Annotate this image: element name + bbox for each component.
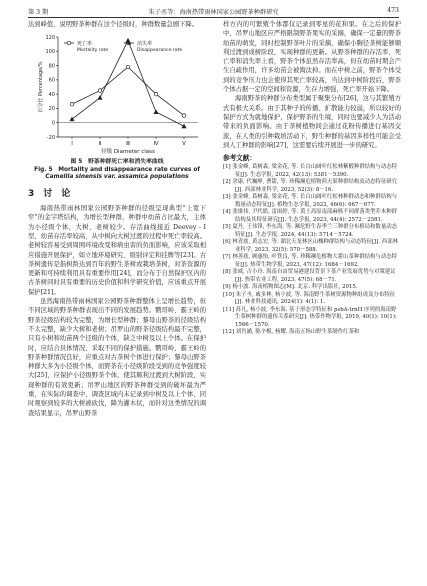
- right-column: [223, 20, 401, 337]
- y-axis-title: 百分比 Percentage/%: [38, 61, 44, 113]
- y-tick-label: 0: [51, 120, 55, 127]
- mortality-point: [126, 65, 130, 69]
- disappearance-point: [126, 39, 130, 43]
- figure-5: [28, 31, 206, 157]
- section-heading-discussion: 3 讨 论: [28, 189, 71, 200]
- reference-item: [11] 苏凡, 杨小波, 李东海. 基于形态学特征和 psbA-trnH 序列的海南野生茶树种群的遗传关系研究[J]. 热带作物学报, 2019, 40(1): 10(1): 1566－1570.: [223, 306, 397, 328]
- x-tick-label: Ⅱ: [98, 141, 102, 148]
- reference-item: [10] 朱子丞, 戚多林, 杨小波, 等. 海南野生茶树资源物种组成及分布特征[J]. 林业科技通讯, 2024(1): 4(1): 1.: [223, 291, 396, 306]
- right-paragraph-1: 样方内的可繁殖个体都仅记录到零星的花和果。在之后的保护中，吊罗山地区应严格限制野茶果实的采摘，确保一定量的野茶幼苗的萌发，同时控制野茶叶片的采摘，确保小胸径茶树能够顺利过渡到成树阶段，实现种群的更新。从野茶种群的存活率、死亡率和消失率上看，野茶个体虽然存活率高，但在幼苗时期会产生自疏作用，许多幼苗会被淘汰掉。而在中树之前，野茶个体受到的竞争压力也会使得其死亡率较高，当达到中树阶段后，野茶个体占据一定的空间和资源，生存力增强，死亡率开始下降。: [223, 21, 401, 94]
- legend-mortality-en: Mortality rate: [77, 48, 109, 54]
- legend-disappearance-cn: 消失率: [137, 41, 153, 48]
- x-axis-title: 径级 Diameter class: [101, 149, 155, 156]
- reference-list: [223, 164, 401, 337]
- running-header: [28, 6, 399, 18]
- discussion-paragraph-1: 海南热带雨林国家公园野茶种群的径级呈现典型“上宽下窄”的金字塔结构，为增长型种群，种群中幼苗占比最大，主体为小径级个体，大树、老树较少。存活曲线接近 Deevey - Ⅰ型，幼苗存活率较高，从中树向大树过渡的过程中死亡率较高。老树较容易受到周围环境改变和病虫害的负面影响，应该采取相应措施开展保护，如立地环境研究、级别评定和挂牌等[23]。古茶树遗传是指树龄达到百年的野生茶树或栽培茶树，对茶资源的更新和可持续利用具有重要作用[24]，而分布于自然保护区内的古茶树同时具有重要的历史价值和科学研究价值，应该重点开展保护[21]。: [28, 205, 206, 296]
- x-tick-label: Ⅳ: [153, 141, 159, 148]
- right-paragraph-2: 海南野茶的种群分布类型属于聚集分布[26]，这与其繁殖方式有极大关系。由于其种子的传播、扩散能力较弱，所以较好的保护方式为就地保护，保护野茶的生境，同时也要减少人为活动带来的负面影响。由于茶树植物间会通过花粉传播进行基因交流，在人类的引种栽培活动下，野生种群的基因多样性可能会受到人工种群的影响[27]，这需要后续开展进一步的研究。: [223, 95, 401, 149]
- y-tick-label: 100: [45, 49, 55, 56]
- reference-item: [1] 张金峰, 葛树森, 梁金花, 等. 长白山阔叶红松林紫椴种群结构与动态特征[J]. 生态学报, 2022, 42(13): 5381－5390.: [223, 164, 397, 178]
- page-number: 473: [387, 7, 399, 14]
- reference-item: [7] 林善慈, 顾惠怡, 叶铁良, 等. 珍稀濒危植物大藿山茶种群结构与动态特征[J]. 热带生物学报, 2023, 47(12): 1684－1692.: [223, 254, 397, 268]
- reference-item: [9] 杨小波. 海南植物图志[M]. 北京: 科学出版社, 2015.: [223, 284, 358, 291]
- legend-mortality-cn: 死亡率: [77, 41, 93, 48]
- reference-item: [8] 张威, 古小玲. 海南自由贸易港建设背景下茶产业发展优势与对策建议[J]. 热带农业工程, 2023, 47(5): 68－71.: [223, 269, 396, 283]
- references-heading: 参考文献：: [223, 154, 256, 163]
- mortality-point: [182, 114, 186, 118]
- legend-disappearance-en: Disappearance rate: [137, 48, 183, 54]
- intro-paragraph: 达到峰值，说明野茶种群在这个径级时，种群数量急剧下降。: [28, 21, 199, 28]
- y-tick-label: 40: [48, 92, 55, 99]
- disappearance-line: [72, 41, 184, 127]
- reference-item: [3] 张金峰, 葛树森, 梁金花, 等. 长白山阔叶红松林种群动态和种群结构与数量动态特征[J]. 植物生态学报, 2022, 46(6): 667－677.: [223, 194, 397, 208]
- mortality-line: [72, 67, 184, 116]
- caption-en-1: Fig. 5 Mortality and disappearance rate curves of: [34, 166, 200, 173]
- mortality-point: [98, 89, 102, 93]
- y-tick-label: 20: [48, 106, 55, 113]
- reference-item: [6] 林青慈, 黄志宏, 等. 湖北天龙林区山槐种群结构与动态特征[J]. 西部林业科学, 2023, 32(5): 570－588.: [223, 239, 398, 253]
- x-tick-label: Ⅰ: [71, 141, 73, 148]
- y-tick-label: 80: [48, 63, 55, 70]
- mortality-point: [154, 93, 158, 97]
- y-tick-label: 120: [45, 35, 55, 42]
- figure-caption: [28, 159, 206, 182]
- reference-item: [5] 夏丹, 王伟锋, 李东海, 等. 濒危野生春季兰三种群分布格局和数量动态特征[J]. 生态学报, 2024, 44(13): 5714－5724.: [223, 224, 397, 238]
- reference-item: [12] 刘肖涵, 陈辛梅, 杨耀. 海南五指山野生茶制作红茶和: [223, 329, 360, 336]
- disappearance-point: [182, 124, 186, 128]
- running-title: 朱子丞等：海南热带雨林国家公园野茶种群研究: [148, 9, 279, 16]
- x-tick-label: Ⅲ: [126, 141, 130, 148]
- legend-mortality-marker: [67, 41, 71, 45]
- left-column: [28, 20, 206, 418]
- reference-item: [2] 余康, 代巍峥, 曹甜, 等. 珍稀濒危植物茴天果种群结构及动态特征研究[J]. 西部林业科学, 2023, 52(3): 8－16.: [223, 179, 397, 193]
- disappearance-point: [98, 96, 102, 100]
- x-tick-label: Ⅴ: [182, 141, 186, 148]
- caption-en-2: Camellia sinensis var. assamica populations: [45, 174, 189, 181]
- disappearance-point: [154, 110, 158, 114]
- discussion-paragraph-2: 虽然海南热带雨林国家公园野茶种群整体上呈增长趋势，但不同区域的野茶种群表现出不同的发展趋势。鹦哥岭、霸王岭的野茶径级结构较为完整，为增长型种群；黎母山野茶的径级结构不太完整，缺少大树和老树；吊罗山的野茶径级结构最不完整，只有小树和幼苗两个径级的个体，缺乏中树及以上个体。在保护时，应结合具体情况，采取不同的保护措施。鹦哥岭、霸王岭的野茶种群情况良好，应重点对古茶树个体进行保护；黎母山野茶种群大多为小径级个体，而野茶在小径级阶段受到的竞争强度较大[25]，应保护小径级野茶个体，使其顺利过渡到大树阶段，实现种群的有效更新；吊罗山地区的野茶种群受到的破坏最为严重，在实际的调查中，调查区域内未记录到中树及以上个体，同时观察到较多的大树被砍伐，降为灌木状，而针对这类情况的调查结果显示，吊罗山野茶: [28, 298, 206, 417]
- reference-item: [4] 张维伟, 尹代皓, 雷雨婷, 等. 黄土高原南部麻栎不同群落类型乔木种群结构及其特征研究[J]. 生态学报, 2023, 44(4): 2572－2581.: [223, 209, 397, 223]
- y-tick-label: -20: [46, 135, 55, 142]
- caption-cn: 图 5 野茶种群死亡率和消失率曲线: [70, 159, 164, 166]
- mortality-disappearance-chart: [28, 31, 206, 157]
- mortality-point: [70, 103, 74, 107]
- issue-number: 第 3 期: [28, 9, 49, 16]
- y-tick-label: 60: [48, 77, 55, 84]
